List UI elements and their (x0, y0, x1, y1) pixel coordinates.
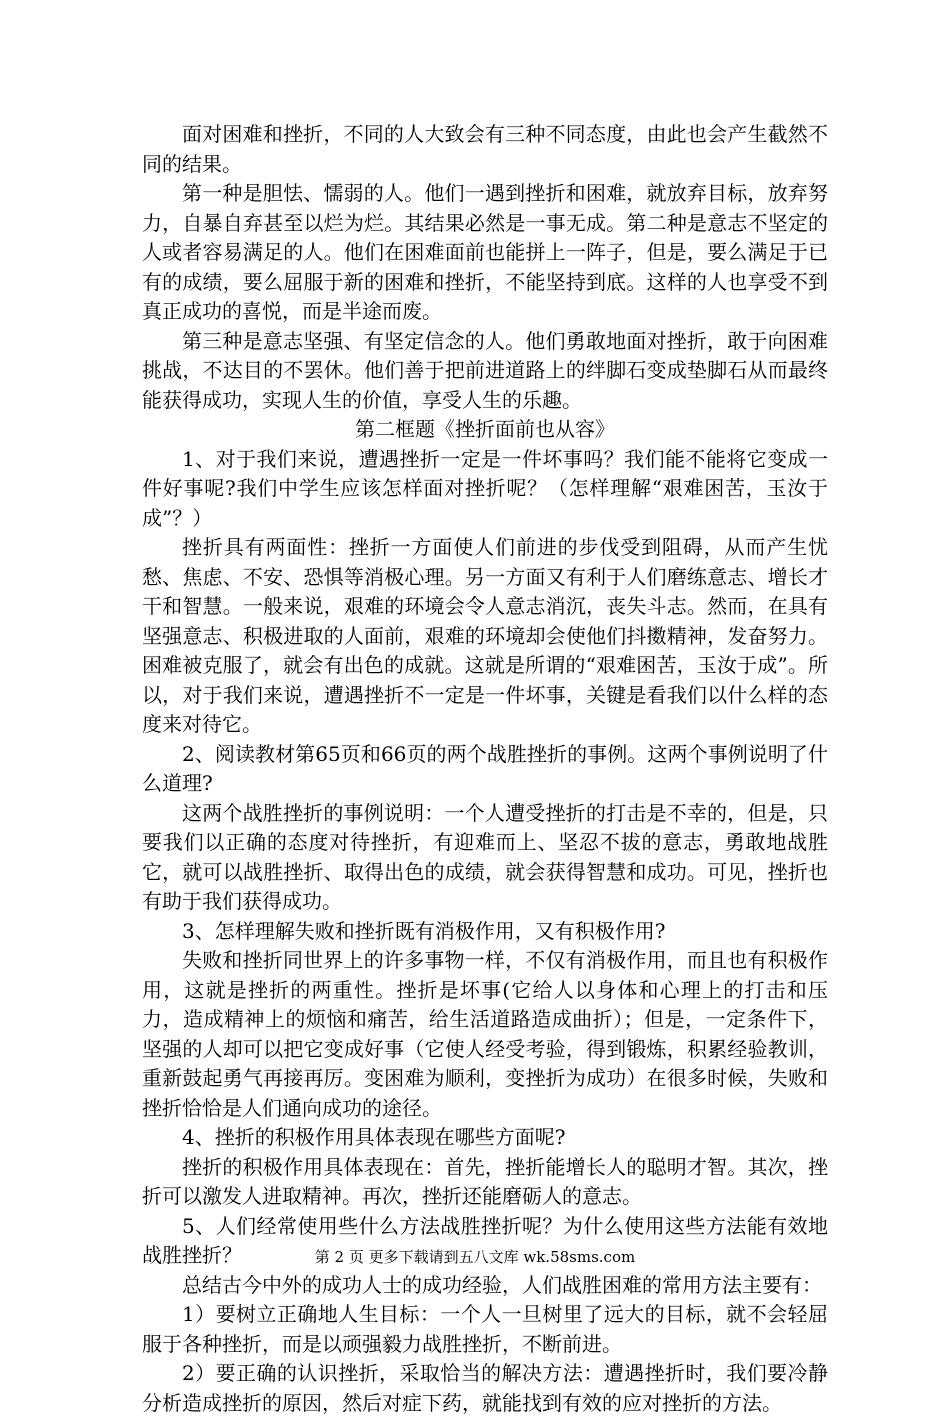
answer-5-point-1: 1）要树立正确地人生目标：一个人一旦树里了远大的目标，就不会轻屈服于各种挫折，而是以顽强毅力战胜挫折，不断前进。 (142, 1302, 828, 1356)
question-2: 2、阅读教材第65页和66页的两个战胜挫折的事例。这两个事例说明了什么道理? (142, 741, 828, 795)
intro-paragraph-1: 面对困难和挫折，不同的人大致会有三种不同态度，由此也会产生截然不同的结果。 (142, 122, 828, 176)
section-title: 第二框题《挫折面前也从容》 (355, 417, 615, 441)
question-3: 3、怎样理解失败和挫折既有消极作用，又有积极作用? (182, 918, 666, 943)
intro-paragraph-2: 第一种是胆怯、懦弱的人。他们一遇到挫折和困难，就放弃目标，放弃努力，自暴自弃甚至以烂为烂。其结果必然是一事无成。第二种是意志不坚定的人或者容易满足的人。他们在困难面前也能拼上一阵子，但是，要么满足于已有的成绩，要么屈服于新的困难和挫折，不能坚持到底。这样的人也享受不到真正成功的喜悦，而是半途而废。 (142, 181, 828, 323)
intro-paragraph-3: 第三种是意志坚强、有坚定信念的人。他们勇敢地面对挫折，敢于向困难挑战，不达目的不罢休。他们善于把前进道路上的绊脚石变成垫脚石从而最终能获得成功，实现人生的价值，享受人生的乐趣。 (142, 328, 828, 412)
answer-5-intro: 总结古今中外的成功人士的成功经验，人们战胜困难的常用方法主要有： (182, 1272, 822, 1297)
answer-2: 这两个战胜挫折的事例说明：一个人遭受挫折的打击是不幸的，但是，只要我们以正确的态度对待挫折，有迎难而上、坚忍不拔的意志，勇敢地战胜它，就可以战胜挫折、取得出色的成绩，就会获得智慧和成功。可见，挫折也有助于我们获得成功。 (142, 800, 828, 913)
page-footer: 第 2 页 更多下载请到五八文库 wk.58sms.com (314, 1248, 636, 1266)
document-body (142, 120, 828, 1418)
answer-1: 挫折具有两面性：挫折一方面使人们前进的步伐受到阻碍，从而产生忧愁、焦虑、不安、恐惧等消极心理。另一方面又有利于人们磨练意志、增长才干和智慧。一般来说，艰难的环境会令人意志消沉，丧失斗志。然而，在具有坚强意志、积极进取的人面前，艰难的环境却会使他们抖擞精神，发奋努力。困难被克服了，就会有出色的成就。这就是所谓的“艰难困苦，玉汝于成”。所以，对于我们来说，遭遇挫折不一定是一件坏事，关键是看我们以什么样的态度来对待它。 (142, 535, 828, 736)
question-5: 5、人们经常使用些什么方法战胜挫折呢？为什么使用这些方法能有效地战胜挫折？ (142, 1213, 828, 1267)
answer-3: 失败和挫折同世界上的许多事物一样，不仅有消极作用，而且也有积极作用，这就是挫折的两重性。挫折是坏事(它给人以身体和心理上的打击和压力，造成精神上的烦恼和痛苦，给生活道路造成曲折）；但是，一定条件下，坚强的人却可以把它变成好事（它使人经受考验，得到锻炼，积累经验教训，重新鼓起勇气再接再厉。变困难为顺利，变挫折为成功）在很多时候，失败和挫折恰恰是人们通向成功的途径。 (142, 948, 828, 1120)
question-4: 4、挫折的积极作用具体表现在哪些方面呢? (182, 1125, 566, 1149)
question-1: 1、对于我们来说，遭遇挫折一定是一件坏事吗？我们能不能将它变成一件好事呢?我们中学生应该怎样面对挫折呢？（怎样理解“艰难困苦，玉汝于成”？） (142, 446, 828, 530)
answer-5-point-2: 2）要正确的认识挫折，采取恰当的解决方法：遭遇挫折时，我们要冷静分析造成挫折的原因，然后对症下药，就能找到有效的应对挫折的方法。 (142, 1361, 828, 1415)
answer-4: 挫折的积极作用具体表现在：首先，挫折能增长人的聪明才智。其次，挫折可以激发人进取精神。再次，挫折还能磨砺人的意志。 (142, 1154, 828, 1208)
